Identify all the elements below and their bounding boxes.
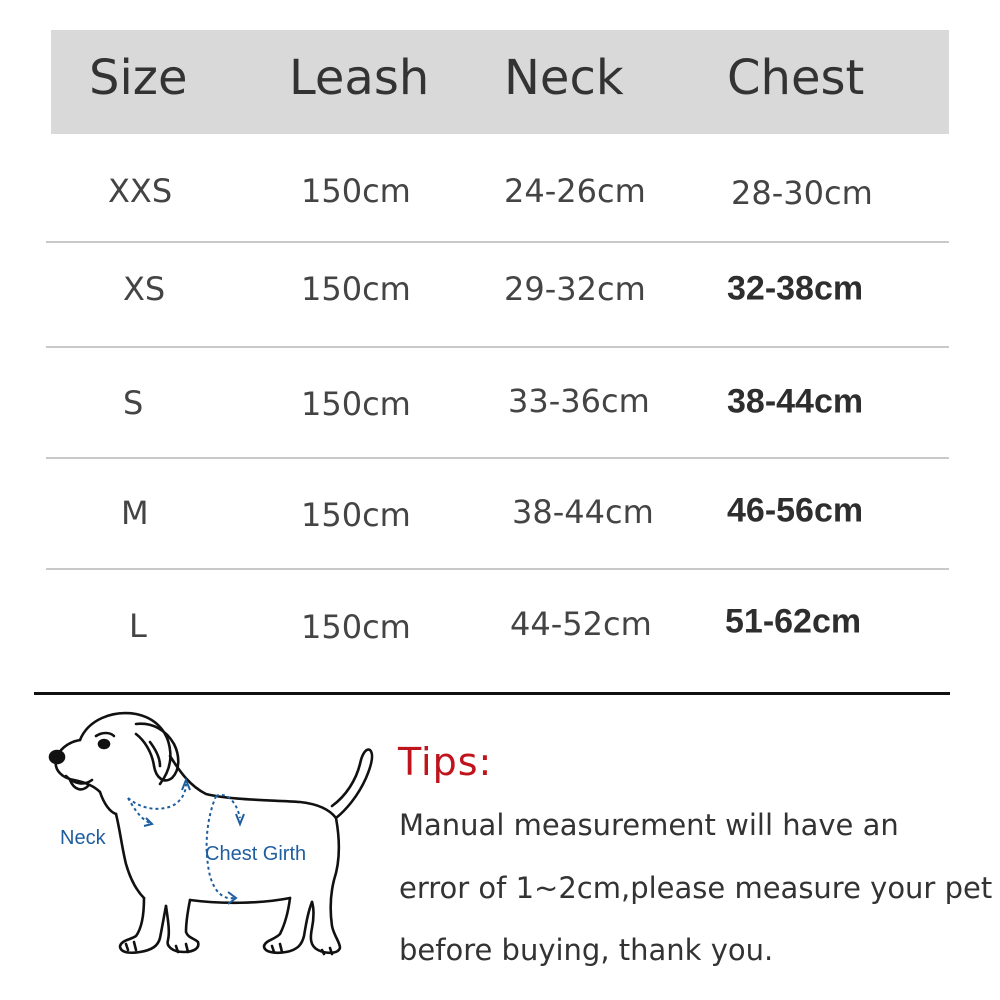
cell-leash: 150cm xyxy=(301,172,411,210)
cell-neck: 44-52cm xyxy=(510,605,652,643)
row-divider xyxy=(46,568,949,570)
cell-size: M xyxy=(121,494,149,532)
neck-label: Neck xyxy=(60,827,106,849)
cell-neck: 29-32cm xyxy=(504,270,646,308)
cell-chest: 32-38cm xyxy=(727,269,864,308)
cell-neck: 24-26cm xyxy=(504,172,646,210)
header-chest: Chest xyxy=(727,50,865,106)
cell-chest: 38-44cm xyxy=(727,382,864,421)
cell-size: S xyxy=(123,384,144,422)
cell-neck: 33-36cm xyxy=(508,382,650,420)
tips-line: Manual measurement will have an xyxy=(399,808,899,842)
header-leash: Leash xyxy=(289,50,430,106)
cell-size: XS xyxy=(123,270,166,308)
cell-chest: 51-62cm xyxy=(725,602,862,641)
row-divider xyxy=(46,241,949,243)
cell-leash: 150cm xyxy=(301,496,411,534)
cell-leash: 150cm xyxy=(301,608,411,646)
cell-chest: 28-30cm xyxy=(731,174,873,212)
header-neck: Neck xyxy=(504,50,624,106)
header-size: Size xyxy=(89,50,188,106)
tips-line: error of 1~2cm,please measure your pet xyxy=(399,871,993,905)
row-divider xyxy=(46,346,949,348)
tips-title: Tips: xyxy=(398,740,493,784)
cell-size: L xyxy=(129,607,147,645)
section-divider xyxy=(34,692,950,695)
table-header xyxy=(51,30,949,134)
cell-leash: 150cm xyxy=(301,270,411,308)
tips-line: before buying, thank you. xyxy=(399,933,774,967)
dog-measurement-diagram xyxy=(40,700,385,960)
chest-girth-label: Chest Girth xyxy=(205,843,307,865)
row-divider xyxy=(46,457,949,459)
cell-size: XXS xyxy=(108,172,173,210)
cell-neck: 38-44cm xyxy=(512,493,654,531)
cell-chest: 46-56cm xyxy=(727,491,864,530)
cell-leash: 150cm xyxy=(301,385,411,423)
